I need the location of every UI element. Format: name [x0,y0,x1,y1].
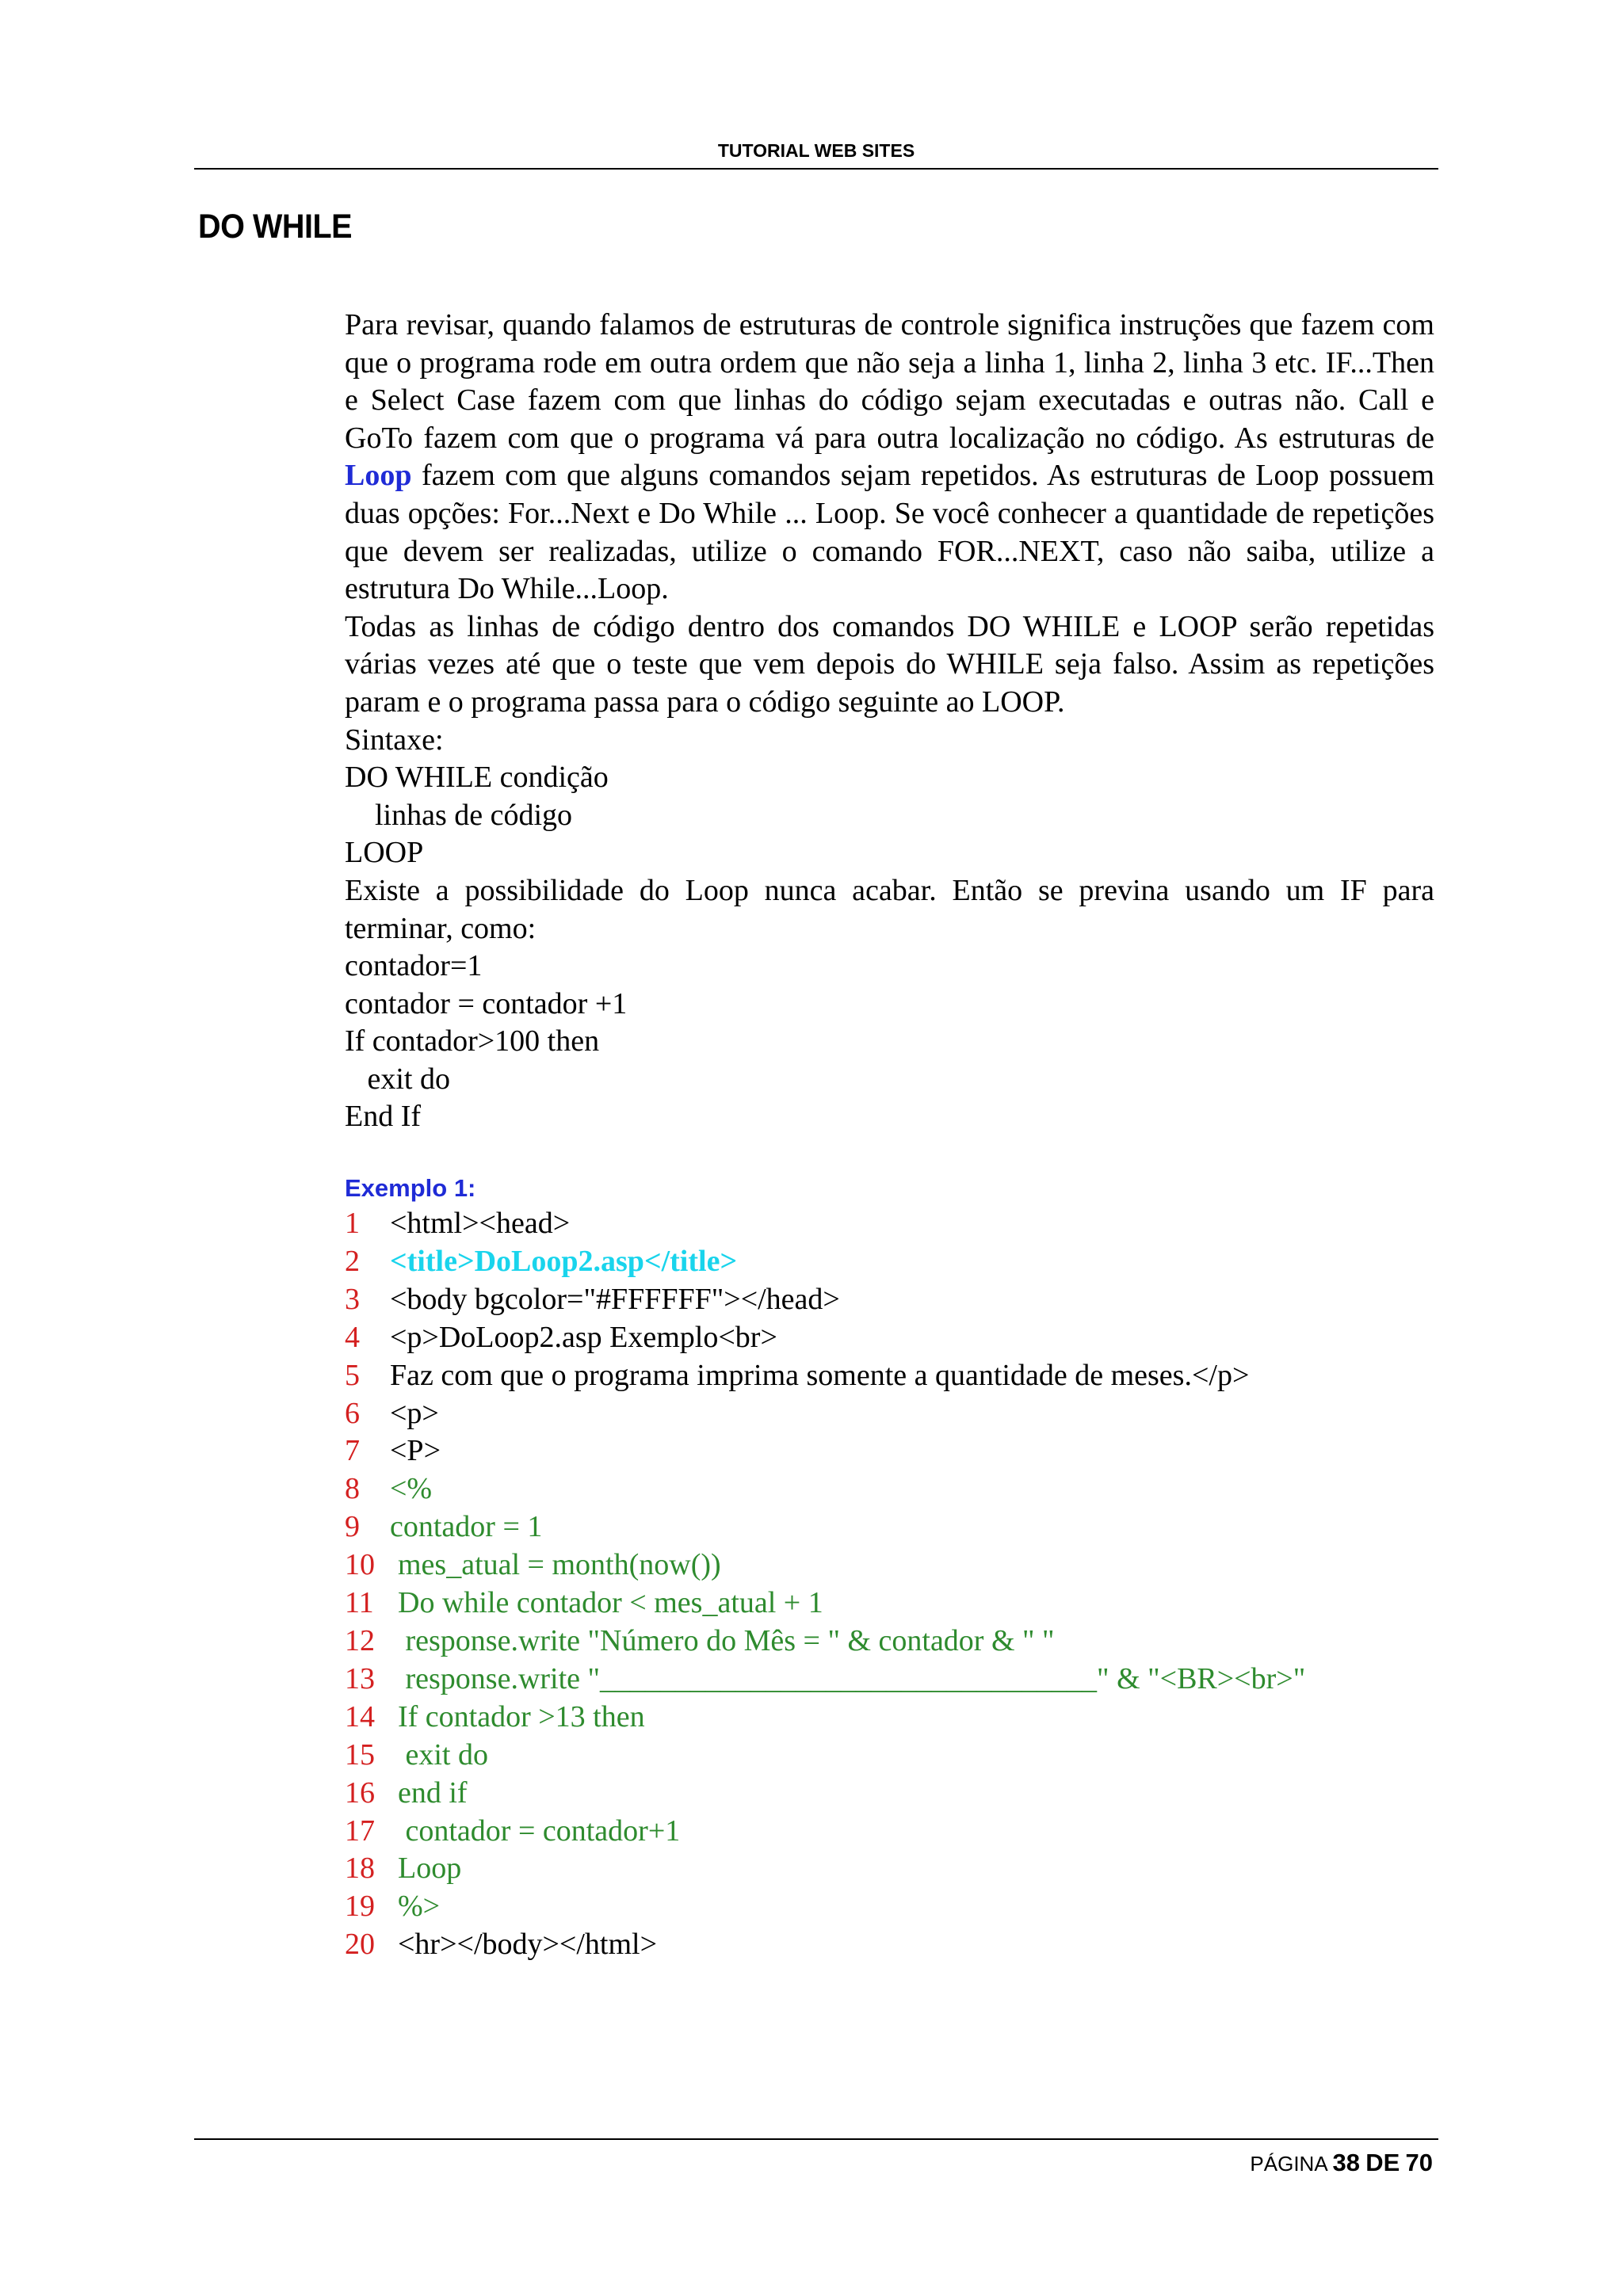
code-line [345,1243,1305,1281]
footer-page-number: 38 [1332,2149,1360,2176]
code-text: end if [398,1775,468,1810]
snippet-line: exit do [345,1062,450,1096]
do-while-paragraph: Todas as linhas de código dentro dos comandos DO WHILE e LOOP serão repetidas várias vezes até que o teste que vem depois do WHILE seja falso. Assim as repetições param e o programa passa para o código seguinte ao LOOP. [345,609,1434,719]
code-text: %> [398,1890,441,1924]
code-line [345,1281,1305,1319]
line-number: 16 [345,1775,375,1810]
code-line [345,1470,1305,1508]
footer-divider [194,2138,1438,2140]
line-number: 5 [345,1358,360,1392]
code-line [345,1888,1305,1926]
code-text: <body bgcolor="#FFFFFF"></head> [390,1282,840,1316]
line-number: 8 [345,1472,360,1506]
code-listing [345,1205,1305,1964]
header-divider [194,168,1438,170]
code-line [345,1357,1305,1395]
line-number: 10 [345,1548,375,1582]
code-text: response.write "_________________________________" & "<BR><br>" [398,1661,1306,1695]
syntax-line: Sintaxe: [345,723,444,757]
body-text [345,307,1434,1136]
line-number: 2 [345,1244,360,1278]
syntax-line: LOOP [345,836,424,870]
code-line [345,1737,1305,1775]
snippet-line: contador = contador +1 [345,986,628,1020]
infinite-loop-paragraph: Existe a possibilidade do Loop nunca acabar. Então se previna usando um IF para terminar, como: [345,873,1434,945]
line-number: 13 [345,1661,375,1695]
line-number: 17 [345,1814,375,1848]
code-text: contador = contador+1 [398,1814,681,1848]
code-line [345,1319,1305,1357]
code-line [345,1699,1305,1737]
snippet-line: End If [345,1100,422,1134]
code-text: Loop [398,1852,462,1886]
code-text: <P> [390,1434,441,1468]
line-number: 6 [345,1396,360,1430]
line-number: 3 [345,1282,360,1316]
line-number: 19 [345,1890,375,1924]
code-line [345,1813,1305,1851]
line-number: 14 [345,1699,375,1733]
code-text: <p> [390,1396,439,1430]
code-text: exit do [398,1737,488,1772]
line-number: 7 [345,1434,360,1468]
footer-page-label: PÁGINA [1250,2152,1327,2176]
code-line [345,1585,1305,1623]
intro-text-before: Para revisar, quando falamos de estruturas de controle significa instruções que fazem com que o programa rode em outra ordem que não seja a linha 1, linha 2, linha 3 etc. IF...Then e Select Case fazem com que linhas do código sejam executadas e outras não. Call e GoTo fazem com que o programa vá para outra localização no código. As estruturas de [345,308,1434,455]
snippet-line: contador=1 [345,949,483,983]
intro-text-after: fazem com que alguns comandos sejam repetidos. As estruturas de Loop possuem duas opções: For...Next e Do While ... Loop. Se você conhecer a quantidade de repetições que devem ser realizadas, utilize o comando FOR...NEXT, caso não saiba, utilize a estrutura Do While...Loop. [345,459,1434,606]
code-line [345,1547,1305,1585]
code-line [345,1205,1305,1243]
section-heading: DO WHILE [198,208,353,246]
code-line [345,1432,1305,1470]
code-line [345,1395,1305,1433]
example-label: Exemplo 1: [345,1174,476,1202]
code-line [345,1926,1305,1964]
code-line [345,1775,1305,1813]
code-text: response.write "Número do Mês = " & contador & " " [398,1623,1055,1657]
footer-total-pages: 70 [1405,2149,1433,2176]
code-text: If contador >13 then [398,1699,645,1733]
line-number: 15 [345,1737,375,1772]
code-text: mes_atual = month(now()) [398,1548,721,1582]
snippet-line: If contador>100 then [345,1024,600,1058]
page-footer [1250,2149,1433,2177]
code-text: <html><head> [390,1207,571,1240]
loop-keyword: Loop [345,459,412,493]
line-number: 12 [345,1623,375,1657]
line-number: 4 [345,1320,360,1354]
intro-paragraph [345,307,1434,608]
line-number: 20 [345,1928,375,1962]
code-text: <hr></body></html> [398,1928,658,1962]
syntax-line: linhas de código [345,798,573,832]
code-line [345,1623,1305,1661]
line-number: 11 [345,1586,374,1620]
code-line [345,1661,1305,1699]
code-text: <% [390,1472,433,1506]
line-number: 9 [345,1510,360,1544]
line-number: 18 [345,1852,375,1886]
code-text: <title>DoLoop2.asp</title> [390,1244,738,1278]
code-text: <p>DoLoop2.asp Exemplo<br> [390,1320,777,1354]
code-text: contador = 1 [390,1510,543,1544]
code-line [345,1850,1305,1888]
syntax-line: DO WHILE condição [345,761,609,795]
line-number: 1 [345,1207,360,1240]
code-text: Do while contador < mes_atual + 1 [398,1586,823,1620]
code-line [345,1508,1305,1547]
document-header-title: TUTORIAL WEB SITES [717,140,915,161]
footer-of-label: DE [1365,2149,1400,2176]
code-text: Faz com que o programa imprima somente a quantidade de meses.</p> [390,1358,1250,1392]
